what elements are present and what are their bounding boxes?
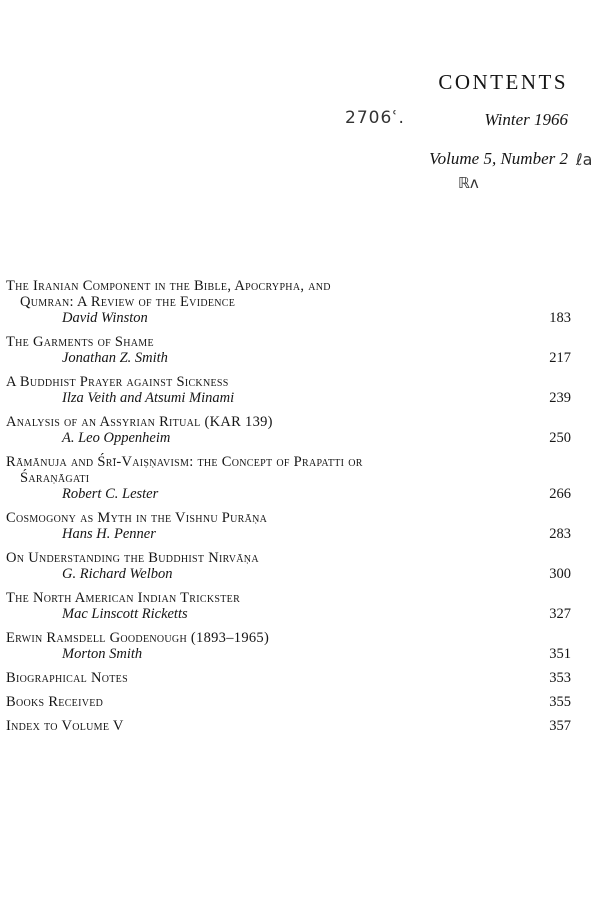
- entry-title: Analysis of an Assyrian Ritual (KAR 139): [6, 414, 273, 430]
- entry-title: Rāmānuja and Śrī-Vaiṣṇavism: the Concept of Prapatti or: [6, 454, 363, 470]
- toc-entry[interactable]: [6, 630, 571, 662]
- toc-entry[interactable]: [6, 334, 571, 366]
- entry-page-number: 183: [549, 310, 571, 326]
- entry-author: Jonathan Z. Smith: [62, 350, 168, 366]
- entry-page-number: 239: [549, 390, 571, 406]
- handwritten-call-number: 2706ʿ.: [345, 108, 405, 128]
- entry-title: Cosmogony as Myth in the Vishnu Purāṇa: [6, 510, 268, 526]
- toc-entry[interactable]: [6, 414, 571, 446]
- contents-heading: CONTENTS: [438, 70, 568, 94]
- entry-author: Hans H. Penner: [62, 526, 156, 542]
- entry-title: The North American Indian Trickster: [6, 590, 241, 606]
- entry-author: A. Leo Oppenheim: [62, 430, 171, 446]
- entry-page-number: 300: [549, 566, 571, 582]
- entry-title-continued: Qumran: A Review of the Evidence: [20, 294, 236, 310]
- entry-page-number: 327: [549, 606, 571, 622]
- entry-title: Erwin Ramsdell Goodenough (1893–1965): [6, 630, 270, 646]
- entry-title: Biographical Notes: [6, 670, 128, 686]
- entry-page-number: 217: [549, 350, 571, 366]
- entry-author: Ilza Veith and Atsumi Minami: [62, 390, 235, 406]
- entry-title-continued: Śaraṇāgati: [20, 470, 90, 486]
- handwritten-mark: ℓa: [576, 150, 593, 169]
- entry-title: Index to Volume V: [6, 718, 124, 734]
- toc-entry[interactable]: [6, 374, 571, 406]
- entry-page-number: 250: [549, 430, 571, 446]
- entry-title: A Buddhist Prayer against Sickness: [6, 374, 229, 390]
- entry-title: Books Received: [6, 694, 104, 710]
- toc-entry[interactable]: [6, 454, 571, 502]
- toc-entry[interactable]: [6, 718, 571, 734]
- entry-title: The Iranian Component in the Bible, Apocrypha, and: [6, 278, 331, 294]
- toc-entry[interactable]: [6, 278, 571, 326]
- entry-author: Morton Smith: [62, 646, 143, 662]
- entry-title: The Garments of Shame: [6, 334, 154, 350]
- volume-number: Volume 5, Number 2: [429, 149, 568, 168]
- toc-entry[interactable]: [6, 694, 571, 710]
- entry-page-number: 357: [549, 718, 571, 734]
- entry-page-number: 283: [549, 526, 571, 542]
- entry-page-number: 355: [549, 694, 571, 710]
- entry-title: On Understanding the Buddhist Nirvāṇa: [6, 550, 259, 566]
- toc-entry[interactable]: [6, 590, 571, 622]
- handwritten-initials: ℝʌ: [458, 174, 479, 192]
- toc-entry[interactable]: [6, 670, 571, 686]
- issue-season: Winter 1966: [484, 110, 568, 129]
- entry-page-number: 351: [549, 646, 571, 662]
- entry-page-number: 353: [549, 670, 571, 686]
- entry-author: G. Richard Welbon: [62, 566, 173, 582]
- toc-entry[interactable]: [6, 550, 571, 582]
- entry-page-number: 266: [549, 486, 571, 502]
- entry-author: Mac Linscott Ricketts: [62, 606, 188, 622]
- toc-entry[interactable]: [6, 510, 571, 542]
- entry-author: Robert C. Lester: [62, 486, 159, 502]
- entry-author: David Winston: [62, 310, 148, 326]
- table-of-contents: [6, 278, 571, 742]
